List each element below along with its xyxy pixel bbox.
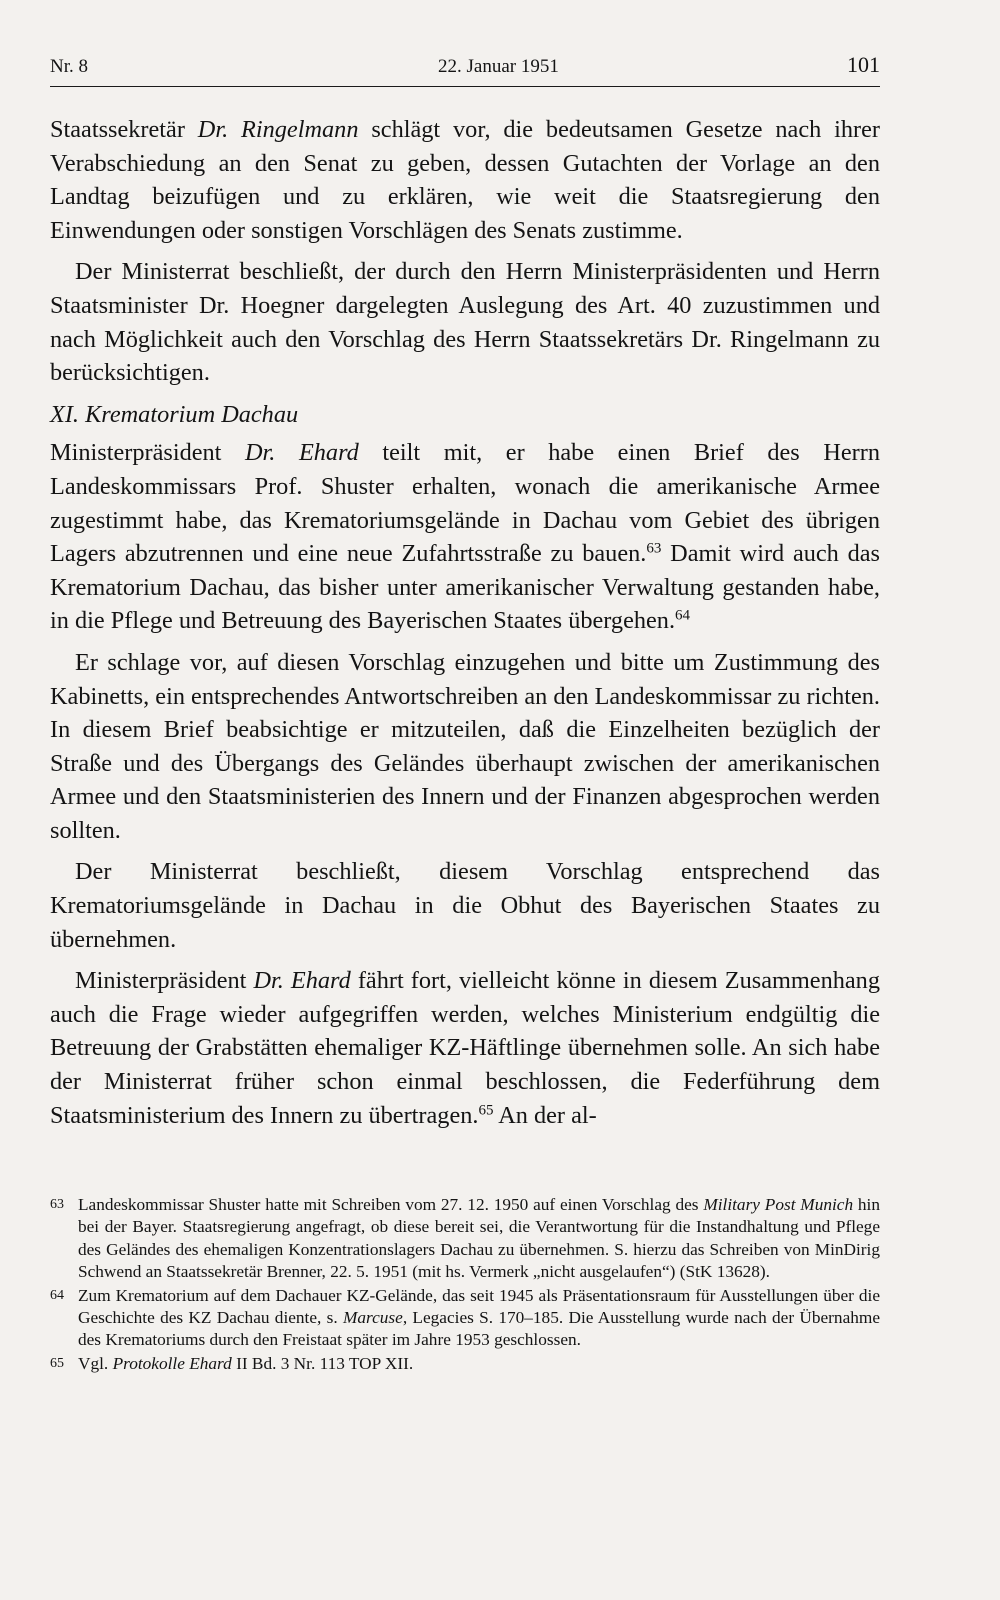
text-run: schlägt vor, die bedeutsamen Gesetze nach ihrer Verabschiedung an den Senat zu geben, dessen Gutachten der Vorlage an den Landtag beizufügen und zu erklären, wie weit die Staatsregierung den Einwendungen oder sonstigen Vorschlägen des Senats zustimme. (50, 116, 880, 244)
text-run: II Bd. 3 Nr. 113 TOP XII. (231, 1353, 414, 1373)
paragraph-proposal-reply: Er schlage vor, auf diesen Vorschlag einzugehen und bitte um Zustimmung des Kabinetts, ein entsprechendes Antwortschreiben an den Landeskommissar zu richten. In diesem Brief beabsichtige er mitzuteilen, daß die Einzelheiten bezüglich der Straße und des Übergangs des Geländes überhaupt zwischen der amerikanischen Armee und den Staatsministerien des Innern und der Finanzen abgesprochen werden sollten. (50, 648, 880, 844)
italic-term: Marcuse (342, 1308, 403, 1328)
paragraph-ehard-letter (50, 436, 880, 638)
footnote-64 (50, 1285, 880, 1352)
person-name: Dr. Ehard (244, 439, 359, 467)
person-name: Dr. Ehard (253, 967, 351, 995)
text-run: hin bei der Bayer. Staatsregierung angefragt, ob diese bereit sei, die Verantwortung für die Instandhaltung und Pflege des Geländes des ehemaligen Konzentrationslagers Dachau zu übernehmen. S. hierzu das Schreiben von MinDirig Schwend an Staatssekretär Brenner, 22. 5. 1951 (mit hs. Vermerk „nicht ausgelaufen“) (StK 13628). (78, 1195, 881, 1282)
text-run: Zum Krematorium auf dem Dachauer KZ-Gelände, das seit 1945 als Präsentationsraum für Ausstellungen über die Geschichte des KZ Dachau diente, s. (78, 1285, 880, 1328)
text-run: fährt fort, vielleicht könne in diesem Zusammenhang auch die Frage wieder aufgegriffen werden, welches Ministerium endgültig die Betreuung der Grabstätten ehemaliger KZ-Häftlinge übernehmen solle. An sich habe der Ministerrat früher schon einmal beschlossen, die Federführung dem Staatsministerium des Innern zu übertragen. (50, 967, 880, 1129)
page-number: 101 (847, 52, 880, 77)
person-name: Dr. Ringelmann (197, 116, 359, 143)
italic-term: Military Post Munich (703, 1195, 854, 1214)
text-run: Staatssekretär (50, 116, 198, 143)
paragraph-ringelmann-proposal (50, 113, 880, 247)
text-run: , Legacies S. 170–185. Die Ausstellung wurde nach der Übernahme des Krematoriums durch den Freistaat später im Jahre 1953 geschlossen. (78, 1308, 880, 1350)
running-header (50, 52, 880, 87)
footnotes (50, 1194, 880, 1376)
footnote-65 (50, 1353, 880, 1375)
text-run: Landeskommissar Shuster hatte mit Schreiben vom 27. 12. 1950 auf einen Vorschlag des (78, 1195, 704, 1214)
text-run: teilt mit, er habe einen Brief des Herrn Landeskommissars Prof. Shuster erhalten, wonach die amerikanische Armee zugestimmt habe, das Krematoriumsgelände in Dachau vom Gebiet des übrigen Lagers abzutrennen und eine neue Zufahrtsstraße zu bauen. (50, 439, 880, 568)
footnote-number: 65 (50, 1355, 64, 1371)
section-heading: XI. Krematorium Dachau (50, 400, 299, 428)
main-text (50, 113, 880, 1140)
footnote-number: 64 (50, 1287, 64, 1303)
header-date: 22. Januar 1951 (438, 56, 559, 77)
text-run: Vgl. (78, 1353, 113, 1373)
text-run: Damit wird auch das Krematorium Dachau, das bisher unter amerikanischer Verwaltung gestanden habe, in die Pflege und Betreuung des Bayerischen Staates übergehen. (50, 540, 880, 635)
paragraph-resolution-dachau: Der Ministerrat beschließt, diesem Vorschlag entsprechend das Krematoriumsgelände in Dachau in die Obhut des Bayerischen Staates zu übernehmen. (50, 858, 880, 953)
footnote-ref-65[interactable]: 65 (478, 1102, 494, 1119)
text-run: Ministerpräsident (50, 439, 245, 467)
footnote-63 (50, 1194, 880, 1284)
issue-number: Nr. 8 (50, 56, 88, 77)
footnote-number: 63 (50, 1197, 64, 1212)
paragraph-resolution-art40: Der Ministerrat beschließt, der durch den Herrn Ministerpräsidenten und Herrn Staatsminister Dr. Hoegner dargelegten Auslegung des Art. 40 zuzustimmen und nach Möglichkeit auch den Vorschlag des Herrn Staatssekretärs Dr. Ringelmann zu berücksichtigen. (50, 258, 880, 387)
italic-term: Protokolle Ehard (112, 1353, 232, 1373)
text-run: Ministerpräsident (75, 967, 254, 995)
paragraph-ehard-graves (50, 964, 880, 1132)
text-run: An der al- (493, 1101, 597, 1129)
footnote-ref-63[interactable]: 63 (646, 540, 662, 557)
footnote-ref-64[interactable]: 64 (675, 608, 691, 625)
